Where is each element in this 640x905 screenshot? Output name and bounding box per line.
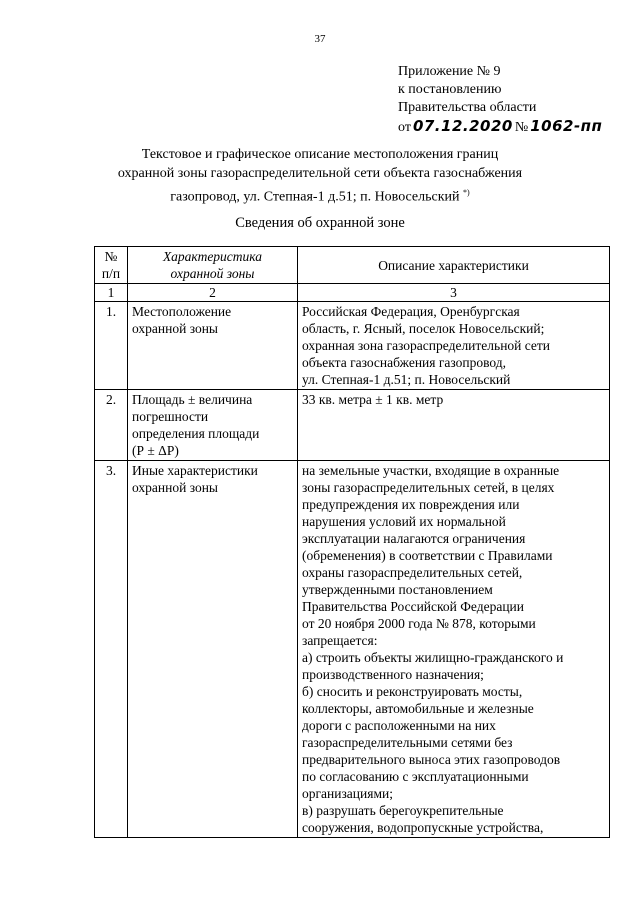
- appendix-line-2: к постановлению: [398, 82, 502, 97]
- text-line: эксплуатации налагаются ограничения: [302, 531, 526, 546]
- row-number: 3.: [95, 461, 128, 838]
- text-line: ул. Степная-1 д.51; п. Новосельский: [302, 372, 511, 387]
- row-characteristic: [128, 390, 298, 461]
- text-line: объекта газоснабжения газопровод,: [302, 355, 506, 370]
- header-num-line-1: №: [104, 249, 118, 264]
- header-num-line-2: п/п: [101, 266, 121, 281]
- text-line: дороги с расположенными на них: [302, 718, 496, 733]
- table-row: [95, 302, 610, 390]
- row-characteristic: [128, 302, 298, 390]
- order-line: [398, 117, 604, 137]
- text-line: производственного назначения;: [302, 667, 484, 682]
- column-number-row: [95, 284, 610, 302]
- text-line: Правительства Российской Федерации: [302, 599, 524, 614]
- order-number: 1062-пп: [530, 117, 603, 135]
- text-line: сооружения, водопропускные устройства,: [302, 820, 544, 835]
- row-description: [298, 302, 610, 390]
- text-line: по согласованию с эксплуатационными: [302, 769, 529, 784]
- table-row: [95, 390, 610, 461]
- text-line: а) строить объекты жилищно-гражданского и: [302, 650, 564, 665]
- title-line-1: Текстовое и графическое описание местоположения границ: [141, 147, 499, 162]
- text-line: б) сносить и реконструировать мосты,: [302, 684, 523, 699]
- text-line: погрешности: [132, 409, 209, 424]
- appendix-line-1: Приложение № 9: [398, 64, 501, 79]
- text-line: от 20 ноября 2000 года № 878, которыми: [302, 616, 536, 631]
- row-description: [298, 461, 610, 838]
- document-title: [100, 145, 540, 207]
- text-line: охраны газораспределительных сетей,: [302, 565, 523, 580]
- header-char-line-2: охранной зоны: [170, 266, 255, 281]
- text-line: область, г. Ясный, поселок Новосельский;: [302, 321, 545, 336]
- row-number: 2.: [95, 390, 128, 461]
- table-header-row: [95, 247, 610, 284]
- text-line: охранной зоны: [132, 480, 219, 495]
- text-line: утвержденными постановлением: [302, 582, 493, 597]
- text-line: на земельные участки, входящие в охранные: [302, 463, 560, 478]
- appendix-line-3: Правительства области: [398, 100, 537, 115]
- title-line-3: [100, 183, 540, 207]
- text-line: в) разрушать берегоукрепительные: [302, 803, 504, 818]
- row-description: [298, 390, 610, 461]
- text-line: предупреждения их повреждения или: [302, 497, 520, 512]
- text-line: (Р ± ΔР): [132, 443, 179, 458]
- order-from: от: [398, 120, 411, 135]
- header-characteristic: [128, 247, 298, 284]
- order-num-sign: №: [514, 120, 529, 135]
- table-row: [95, 461, 610, 838]
- text-line: предварительного выноса этих газопроводов: [302, 752, 561, 767]
- row-number: 1.: [95, 302, 128, 390]
- zone-info-table: [94, 246, 610, 838]
- text-line: Иные характеристики: [132, 463, 258, 478]
- appendix-header: [398, 63, 604, 137]
- text-line: охранной зоны: [132, 321, 219, 336]
- text-line: 33 кв. метра ± 1 кв. метр: [302, 392, 444, 407]
- title-line-2: охранной зоны газораспределительной сети объекта газоснабжения: [117, 166, 523, 181]
- row-characteristic: [128, 461, 298, 838]
- title-line-3-text: газопровод, ул. Степная-1 д.51; п. Новосельский: [170, 189, 460, 205]
- text-line: Площадь ± величина: [132, 392, 253, 407]
- text-line: запрещается:: [302, 633, 378, 648]
- text-line: газораспределительными сетями без: [302, 735, 513, 750]
- text-line: (обременения) в соответствии с Правилами: [302, 548, 553, 563]
- column-number-1: 1: [95, 284, 128, 302]
- text-line: нарушения условий их нормальной: [302, 514, 506, 529]
- header-description: Описание характеристики: [298, 247, 610, 284]
- text-line: Российская Федерация, Оренбургская: [302, 304, 520, 319]
- section-subtitle: Сведения об охранной зоне: [235, 215, 405, 231]
- page-number: 37: [314, 33, 326, 45]
- text-line: охранная зона газораспределительной сети: [302, 338, 551, 353]
- order-date: 07.12.2020: [412, 117, 513, 135]
- text-line: коллекторы, автомобильные и железные: [302, 701, 534, 716]
- header-char-line-1: Характеристика: [162, 249, 263, 264]
- text-line: организациями;: [302, 786, 393, 801]
- column-number-3: 3: [298, 284, 610, 302]
- footnote-mark: *): [463, 188, 470, 197]
- text-line: определения площади: [132, 426, 260, 441]
- header-num: [95, 247, 128, 284]
- text-line: Местоположение: [132, 304, 232, 319]
- column-number-2: 2: [128, 284, 298, 302]
- text-line: зоны газораспределительных сетей, в целях: [302, 480, 555, 495]
